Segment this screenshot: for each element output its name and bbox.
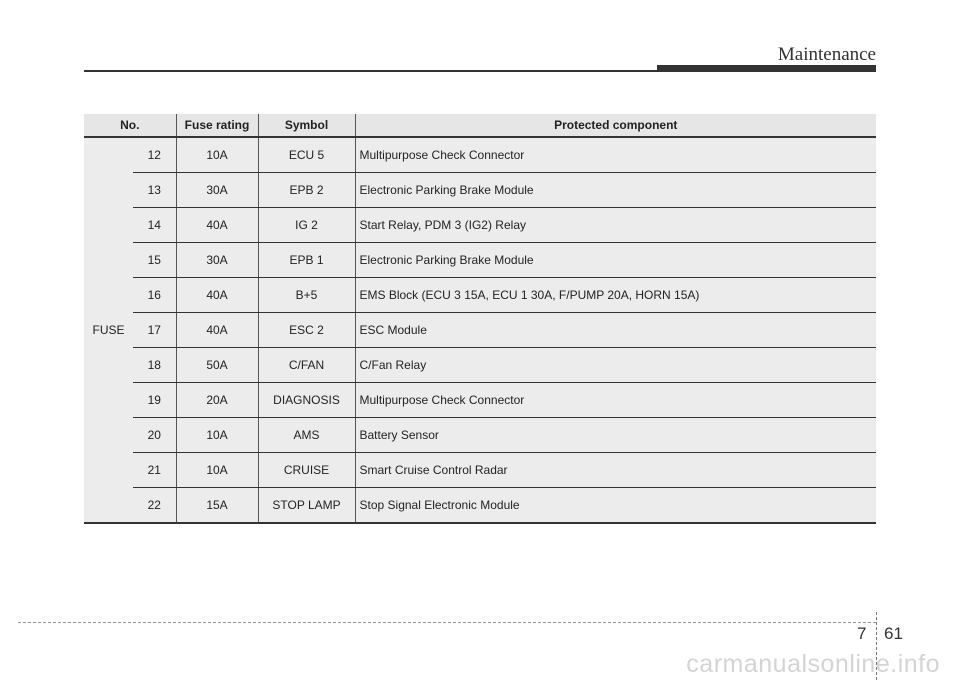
fuse-group-label: FUSE <box>84 137 133 523</box>
cell-no: 22 <box>133 488 176 524</box>
cell-symbol: C/FAN <box>258 348 355 383</box>
cell-fuse-rating: 10A <box>176 137 258 173</box>
cell-protected-component: Smart Cruise Control Radar <box>355 453 876 488</box>
table-row <box>84 278 876 313</box>
footer-dashed-line <box>18 622 876 623</box>
table-row <box>84 488 876 524</box>
cell-protected-component: Start Relay, PDM 3 (IG2) Relay <box>355 208 876 243</box>
cell-no: 21 <box>133 453 176 488</box>
fuse-table <box>84 114 876 524</box>
table-row <box>84 453 876 488</box>
cell-fuse-rating: 30A <box>176 243 258 278</box>
cell-no: 13 <box>133 173 176 208</box>
cell-fuse-rating: 20A <box>176 383 258 418</box>
cell-no: 15 <box>133 243 176 278</box>
cell-fuse-rating: 40A <box>176 208 258 243</box>
cell-protected-component: Stop Signal Electronic Module <box>355 488 876 524</box>
cell-protected-component: EMS Block (ECU 3 15A, ECU 1 30A, F/PUMP 20A, HORN 15A) <box>355 278 876 313</box>
table-row <box>84 383 876 418</box>
page-number: 61 <box>884 624 903 643</box>
cell-protected-component: Battery Sensor <box>355 418 876 453</box>
cell-protected-component: Multipurpose Check Connector <box>355 137 876 173</box>
cell-no: 18 <box>133 348 176 383</box>
table-row <box>84 348 876 383</box>
cell-fuse-rating: 10A <box>176 453 258 488</box>
cell-protected-component: Multipurpose Check Connector <box>355 383 876 418</box>
section-title: Maintenance <box>777 44 876 65</box>
cell-protected-component: ESC Module <box>355 313 876 348</box>
table-row <box>84 208 876 243</box>
table-row <box>84 313 876 348</box>
cell-symbol: AMS <box>258 418 355 453</box>
table-row <box>84 137 876 173</box>
cell-no: 20 <box>133 418 176 453</box>
cell-symbol: EPB 1 <box>258 243 355 278</box>
table-row <box>84 173 876 208</box>
column-header-symbol: Symbol <box>258 114 355 137</box>
cell-symbol: CRUISE <box>258 453 355 488</box>
cell-symbol: DIAGNOSIS <box>258 383 355 418</box>
cell-fuse-rating: 40A <box>176 278 258 313</box>
column-header-fuse-rating: Fuse rating <box>176 114 258 137</box>
cell-symbol: ESC 2 <box>258 313 355 348</box>
cell-symbol: B+5 <box>258 278 355 313</box>
chapter-number: 7 <box>857 624 867 643</box>
cell-symbol: ECU 5 <box>258 137 355 173</box>
cell-fuse-rating: 15A <box>176 488 258 524</box>
column-header-protected-component: Protected component <box>355 114 876 137</box>
cell-no: 12 <box>133 137 176 173</box>
cell-fuse-rating: 50A <box>176 348 258 383</box>
cell-no: 17 <box>133 313 176 348</box>
table-row <box>84 243 876 278</box>
cell-fuse-rating: 40A <box>176 313 258 348</box>
header-rule-accent <box>657 65 876 72</box>
table-header-row <box>84 114 876 137</box>
cell-symbol: EPB 2 <box>258 173 355 208</box>
cell-no: 16 <box>133 278 176 313</box>
cell-symbol: STOP LAMP <box>258 488 355 524</box>
cell-protected-component: Electronic Parking Brake Module <box>355 243 876 278</box>
cell-symbol: IG 2 <box>258 208 355 243</box>
cell-protected-component: Electronic Parking Brake Module <box>355 173 876 208</box>
table-row <box>84 418 876 453</box>
cell-no: 14 <box>133 208 176 243</box>
cell-protected-component: C/Fan Relay <box>355 348 876 383</box>
cell-fuse-rating: 10A <box>176 418 258 453</box>
column-header-no: No. <box>84 114 176 137</box>
watermark: carmanualsonline.info <box>686 650 940 678</box>
table-body <box>84 137 876 523</box>
header-rule <box>84 70 664 72</box>
cell-no: 19 <box>133 383 176 418</box>
cell-fuse-rating: 30A <box>176 173 258 208</box>
